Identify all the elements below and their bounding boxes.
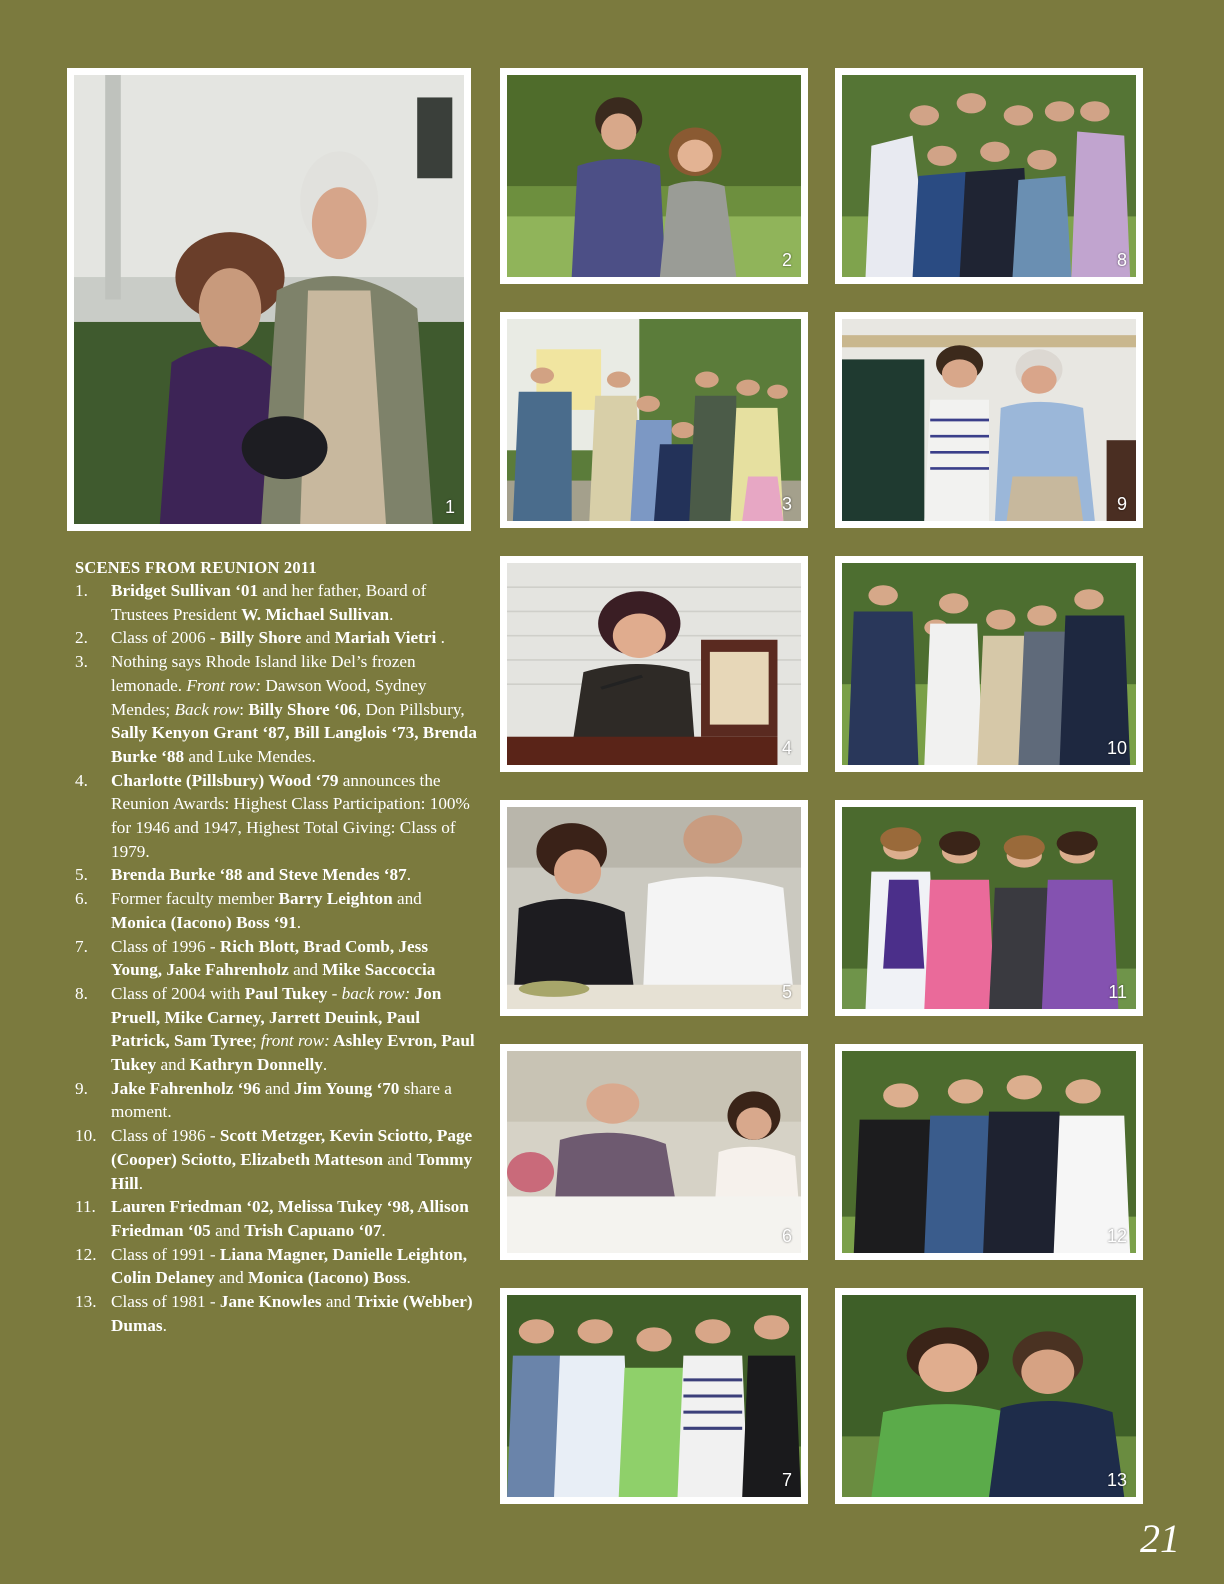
- caption-item: [75, 863, 480, 887]
- caption-text: and: [301, 628, 335, 648]
- caption-text: and Luke Mendes.: [184, 746, 316, 766]
- caption-text: and: [214, 1268, 249, 1288]
- caption-number: 12.: [75, 1244, 97, 1264]
- caption-text: front row:: [260, 1031, 330, 1051]
- caption-text: Liana Magner, Danielle Leighton, Colin Delaney: [111, 1244, 468, 1288]
- photo-8: [835, 68, 1143, 284]
- caption-item: [75, 1290, 480, 1337]
- caption-text: .: [406, 1268, 411, 1288]
- caption-text: .: [389, 604, 394, 624]
- caption-text: ;: [251, 1031, 261, 1051]
- caption-item: [75, 579, 480, 626]
- caption-block: [75, 557, 480, 1338]
- caption-text: Jon Pruell, Mike Carney, Jarrett Deuink, Paul Patrick, Sam Tyree: [111, 983, 442, 1051]
- caption-number: 10.: [75, 1126, 97, 1146]
- caption-text: Brenda Burke ‘88 and Steve Mendes ‘87: [111, 865, 407, 885]
- caption-text: and: [288, 960, 323, 980]
- caption-text: Nothing says Rhode Island like Del’s frozen lemonade.: [111, 652, 416, 695]
- caption-text: .: [296, 912, 302, 932]
- caption-text: Jim Young ‘70: [294, 1078, 400, 1098]
- caption-text: .: [162, 1315, 167, 1335]
- caption-text: Front row:: [186, 675, 262, 695]
- caption-text: .: [406, 865, 411, 885]
- caption-text: Barry Leighton: [278, 889, 393, 909]
- photo-2: [500, 68, 808, 284]
- photo-number: 13: [1106, 1470, 1127, 1490]
- caption-text: Class of 1991 -: [111, 1244, 220, 1264]
- photo-9: [835, 312, 1143, 528]
- photo-number: 8: [1116, 250, 1127, 270]
- caption-text: Class of 2006 -: [111, 628, 220, 648]
- caption-text: and: [210, 1220, 245, 1240]
- caption-item: [75, 650, 480, 769]
- photo-number: 12: [1106, 1226, 1127, 1246]
- caption-text: Back row: [174, 699, 240, 719]
- caption-text: Trish Capuano ‘07: [244, 1220, 382, 1240]
- photo-number: 3: [781, 494, 792, 514]
- caption-item: [75, 1124, 480, 1195]
- caption-item: [75, 1195, 480, 1242]
- caption-text: W. Michael Sullivan: [241, 604, 390, 624]
- photo-number: 5: [781, 982, 792, 1002]
- photo-6: [500, 1044, 808, 1260]
- caption-text: Charlotte (Pillsbury) Wood ‘79: [111, 770, 339, 790]
- caption-text: Sally Kenyon Grant ‘87, Bill Langlois ‘73, Brenda Burke ‘88: [111, 723, 477, 766]
- photo-number: 11: [1108, 982, 1127, 1002]
- caption-text: announces the Reunion Awards: Highest Class Participation: 100% for 1946 and 1947, Highest Total Giving: Class of 1979.: [111, 770, 470, 861]
- photo-number: 9: [1116, 494, 1127, 514]
- photo-4: [500, 556, 808, 772]
- caption-number: 3.: [75, 652, 88, 672]
- caption-item: [75, 1077, 480, 1124]
- photo-number: 6: [781, 1226, 792, 1246]
- caption-text: Jake Fahrenholz ‘96: [111, 1078, 261, 1098]
- caption-text: and: [156, 1055, 190, 1075]
- photo-13: [835, 1288, 1143, 1504]
- caption-item: [75, 887, 480, 934]
- caption-number: 8.: [75, 983, 88, 1003]
- caption-number: 5.: [75, 865, 88, 885]
- photo-number: 10: [1106, 738, 1127, 758]
- photo-number: 2: [781, 250, 792, 270]
- caption-text: and her father, Board of Trustees President: [111, 581, 427, 624]
- caption-text: Mariah Vietri: [334, 628, 437, 648]
- photo-12: [835, 1044, 1143, 1260]
- caption-number: 4.: [75, 770, 88, 790]
- photo-11: [835, 800, 1143, 1016]
- page-number: 21: [1140, 1516, 1180, 1561]
- caption-text: .: [436, 628, 445, 648]
- caption-text: .: [322, 1055, 328, 1075]
- caption-number: 6.: [75, 889, 88, 909]
- caption-item: [75, 982, 480, 1077]
- caption-text: Class of 1981 -: [111, 1292, 220, 1312]
- caption-text: Class of 2004 with: [111, 983, 245, 1003]
- caption-text: Paul Tukey: [244, 983, 328, 1003]
- caption-text: .: [138, 1173, 143, 1193]
- photo-number: 4: [781, 738, 792, 758]
- photo-3: [500, 312, 808, 528]
- caption-text: Former faculty member: [111, 889, 279, 909]
- caption-item: [75, 626, 480, 650]
- caption-text: Billy Shore ‘06: [248, 699, 357, 719]
- photo-10: [835, 556, 1143, 772]
- caption-item: [75, 769, 480, 864]
- photo-1: [67, 68, 471, 531]
- caption-text: Jane Knowles: [219, 1292, 322, 1312]
- caption-text: and: [392, 889, 422, 909]
- caption-text: -: [327, 983, 342, 1003]
- caption-text: Mike Saccoccia: [322, 960, 436, 980]
- caption-item: [75, 935, 480, 982]
- caption-number: 7.: [75, 936, 88, 956]
- caption-number: 11.: [75, 1197, 96, 1217]
- caption-text: Billy Shore: [219, 628, 302, 648]
- caption-text: Dawson Wood, Sydney Mendes;: [111, 675, 427, 719]
- caption-text: Monica (Iacono) Boss ‘91: [111, 912, 297, 932]
- caption-text: Class of 1986 -: [111, 1126, 220, 1146]
- caption-text: Ashley Evron, Paul Tukey: [111, 1031, 475, 1075]
- caption-text: Tommy Hill: [111, 1149, 473, 1193]
- caption-text: back row:: [341, 983, 411, 1003]
- caption-list: [75, 579, 480, 1338]
- caption-number: 9.: [75, 1078, 88, 1098]
- caption-text: Lauren Friedman ‘02, Melissa Tukey ‘98, Allison Friedman ‘05: [111, 1197, 469, 1240]
- caption-text: :: [239, 699, 249, 719]
- caption-item: [75, 1243, 480, 1290]
- caption-text: Kathryn Donnelly: [189, 1055, 323, 1075]
- caption-number: 2.: [75, 628, 88, 648]
- caption-text: Trixie (Webber) Dumas: [111, 1292, 473, 1335]
- caption-heading: SCENES FROM REUNION 2011: [75, 558, 317, 577]
- caption-text: .: [381, 1220, 386, 1240]
- caption-number: 1.: [75, 581, 88, 600]
- caption-text: and: [260, 1078, 295, 1098]
- caption-text: Bridget Sullivan ‘01: [111, 581, 259, 600]
- caption-text: Class of 1996 -: [111, 936, 220, 956]
- photo-number: 7: [781, 1470, 792, 1490]
- caption-text: share a moment.: [111, 1078, 452, 1122]
- caption-text: Rich Blott, Brad Comb, Jess Young, Jake Fahrenholz: [111, 936, 429, 980]
- caption-number: 13.: [75, 1292, 97, 1312]
- caption-text: Monica (Iacono) Boss: [248, 1268, 407, 1288]
- caption-text: Scott Metzger, Kevin Sciotto, Page (Cooper) Sciotto, Elizabeth Matteson: [111, 1126, 473, 1169]
- photo-number: 1: [444, 497, 455, 517]
- photo-7: [500, 1288, 808, 1504]
- photo-5: [500, 800, 808, 1016]
- caption-text: and: [383, 1149, 417, 1169]
- caption-text: and: [321, 1292, 355, 1312]
- caption-text: , Don Pillsbury,: [356, 699, 465, 719]
